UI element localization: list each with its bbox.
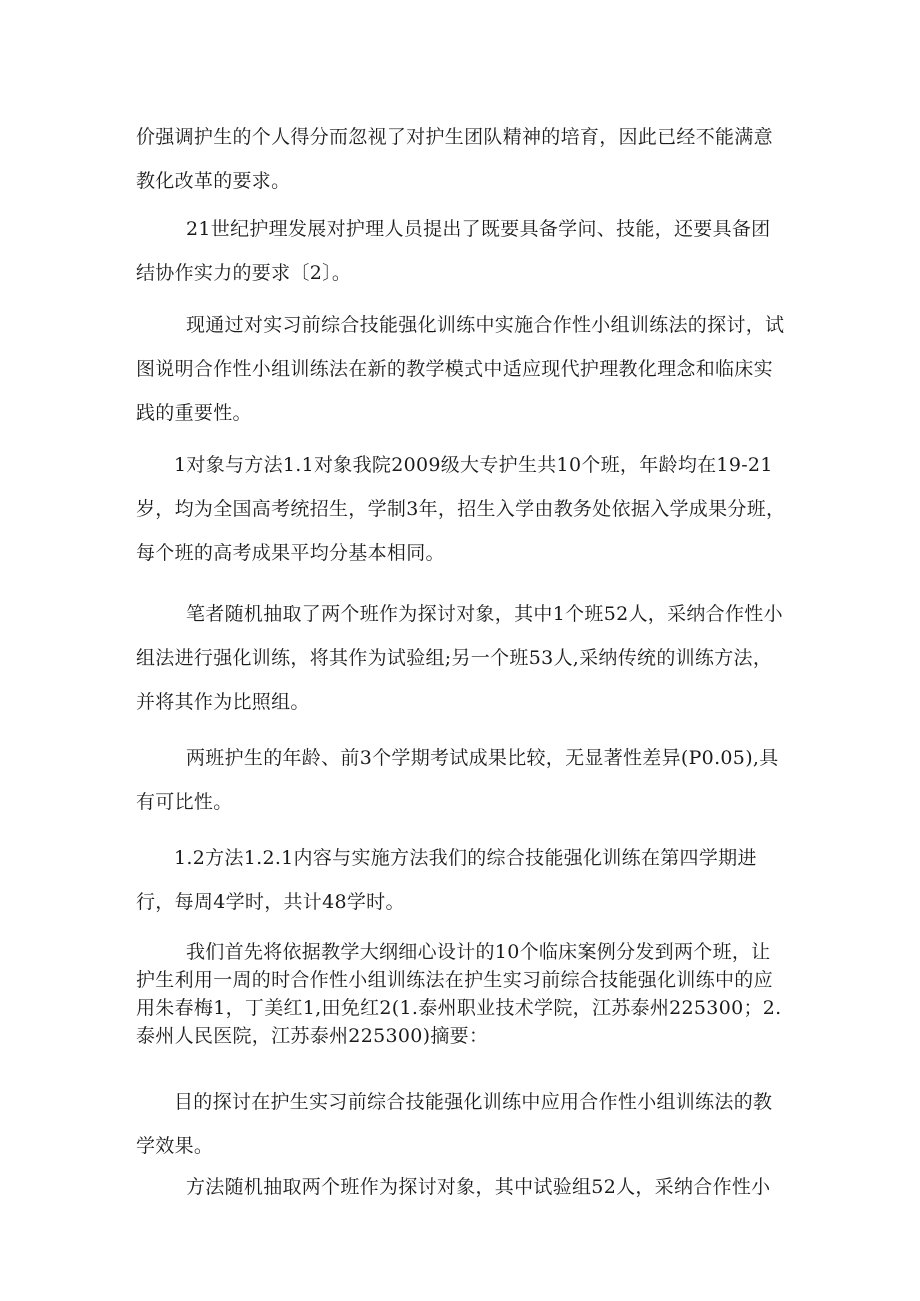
- paragraph-5: 笔者随机抽取了两个班作为探讨对象，其中1个班52人，采纳合作性小组法进行强化训练，将其作为试验组;另一个班53人,采纳传统的训练方法，并将其作为比照组。: [136, 603, 783, 713]
- paragraph-1: 价强调护生的个人得分而忽视了对护生团队精神的培育，因此已经不能满意教化改革的要求。: [136, 126, 773, 192]
- paragraph-7: 1.2方法1.2.1内容与实施方法我们的综合技能强化训练在第四学期进行，每周4学时，共计48学时。: [136, 847, 757, 913]
- paragraph-10: 方法随机抽取两个班作为探讨对象，其中试验组52人，采纳合作性小: [186, 1176, 771, 1198]
- paragraph-2: 21世纪护理发展对护理人员提出了既要具备学问、技能，还要具备团结协作实力的要求〔2〕。: [136, 218, 771, 284]
- paragraph-6: 两班护生的年龄、前3个学期考试成果比较，无显著性差异(P0.05),具有可比性。: [136, 747, 779, 813]
- paragraph-9: 目的探讨在护生实习前综合技能强化训练中应用合作性小组训练法的教学效果。: [136, 1091, 773, 1157]
- paragraph-8: 我们首先将依据教学大纲细心设计的10个临床案例分发到两个班，让护生利用一周的时合作性小组训练法在护生实习前综合技能强化训练中的应用朱春梅1，丁美红1,田免红2(1.泰州职业技术学院，江苏泰州225300；2.泰州人民医院，江苏泰州225300)摘要：: [136, 941, 782, 1047]
- paragraph-4: 1对象与方法1.1对象我院2009级大专护生共10个班，年龄均在19-21岁，均为全国高考统招生，学制3年，招生入学由教务处依据入学成果分班，每个班的高考成果平均分基本相同。: [136, 454, 786, 564]
- paragraph-3: 现通过对实习前综合技能强化训练中实施合作性小组训练法的探讨，试图说明合作性小组训练法在新的教学模式中适应现代护理教化理念和临床实践的重要性。: [136, 314, 785, 424]
